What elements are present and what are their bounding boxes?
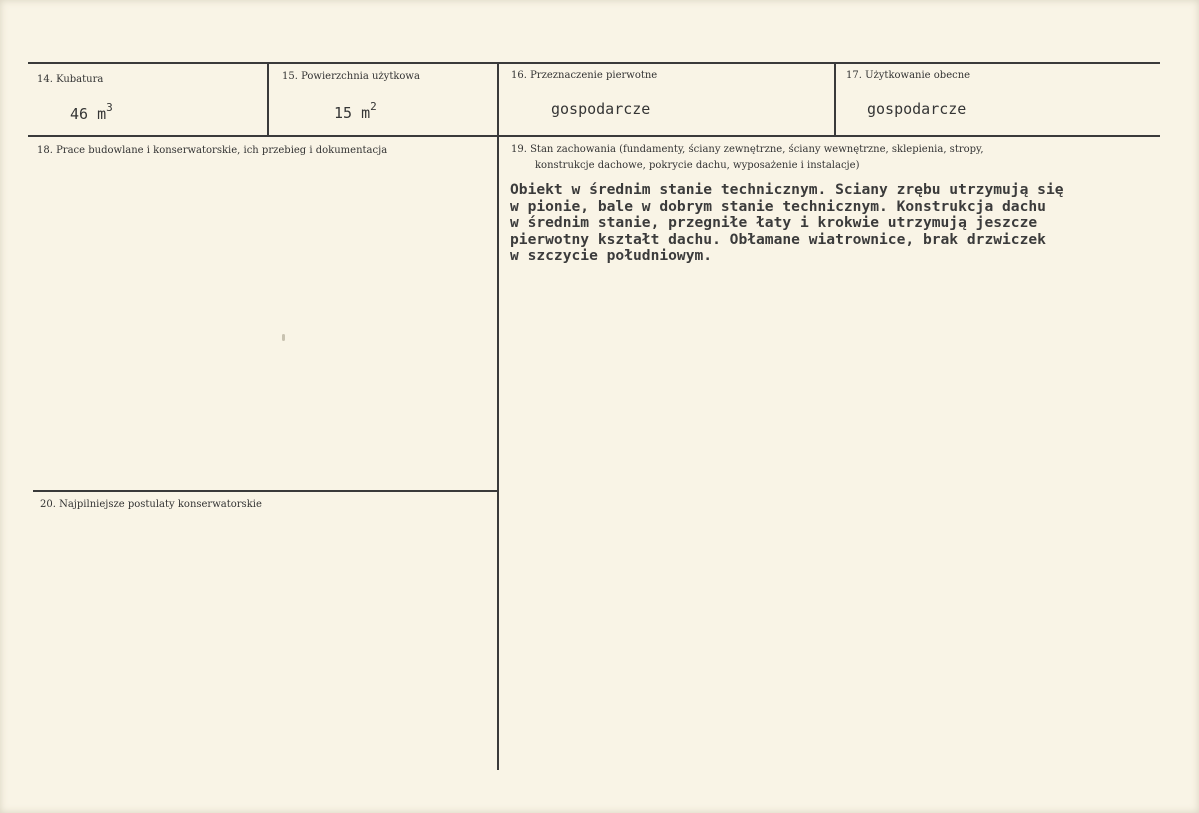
field-19-label (511, 142, 1071, 174)
column-divider-14-15 (267, 63, 269, 136)
field-14-unit-exponent: 3 (106, 101, 113, 114)
field-19-text-line: pierwotny kształt dachu. Obłamane wiatrownice, brak drzwiczek (510, 230, 1046, 248)
field-15-unit-exponent: 2 (370, 100, 377, 113)
column-divider-main (497, 63, 499, 770)
field-19-text-line: w szczycie południowym. (510, 247, 713, 264)
field-15-value (334, 102, 377, 122)
field-14-value (70, 103, 113, 123)
header-bottom-rule (28, 135, 1160, 137)
field-20-label: 20. Najpilniejsze postulaty konserwatorskie (40, 499, 262, 510)
field-14-value-text: 46 m (70, 105, 107, 123)
field-19-label-line-2: konstrukcje dachowe, pokrycie dachu, wyposażenie i instalacje) (535, 160, 860, 171)
field-19-text-line: w średnim stanie, przegniłe łaty i krokwie utrzymują jeszcze (510, 214, 1038, 231)
field-16-label: 16. Przeznaczenie pierwotne (511, 70, 658, 81)
field-17-value: gospodarcze (867, 100, 967, 118)
field-15-value-text: 15 m (334, 104, 371, 122)
field-18-label: 18. Prace budowlane i konserwatorskie, ich przebieg i dokumentacja (37, 145, 388, 156)
field-19-label-line-1: 19. Stan zachowania (fundamenty, ściany zewnętrzne, ściany wewnętrzne, sklepienia, stropy, (511, 144, 984, 155)
paper-speck (282, 334, 285, 341)
field-15-label: 15. Powierzchnia użytkowa (282, 71, 420, 82)
field-19-text-line: Obiekt w średnim stanie technicznym. Sciany zrębu utrzymują się (510, 181, 1064, 198)
top-rule (28, 62, 1160, 64)
field-16-value: gospodarcze (551, 100, 651, 118)
field-19-typed-text (510, 182, 1150, 265)
column-divider-16-17 (834, 63, 836, 136)
field-19-text-line: w pionie, bale w dobrym stanie technicznym. Konstrukcja dachu (510, 197, 1046, 215)
field-17-label: 17. Użytkowanie obecne (846, 70, 971, 81)
field-14-label: 14. Kubatura (37, 74, 104, 85)
section-18-20-divider (33, 490, 499, 492)
